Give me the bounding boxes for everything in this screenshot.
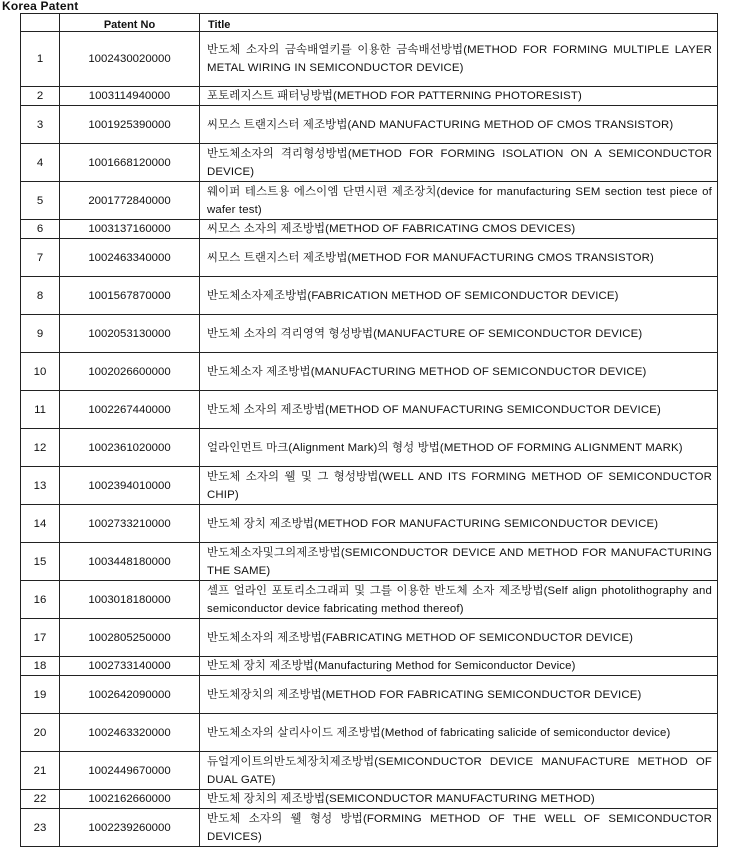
document-heading: Korea Patent [2,0,79,13]
table-row [21,106,718,144]
table-row [21,239,718,277]
row-number: 6 [21,220,60,239]
table-row [21,182,718,220]
table-row [21,505,718,543]
patent-number: 1003018180000 [60,581,200,619]
patent-title: 씨모스 소자의 제조방법(METHOD OF FABRICATING CMOS DEVICES) [200,220,718,239]
row-number: 8 [21,277,60,315]
patent-title: 반도체 장치의 제조방법(SEMICONDUCTOR MANUFACTURING METHOD) [200,790,718,809]
patent-number: 1002267440000 [60,391,200,429]
patent-number: 1001925390000 [60,106,200,144]
header-patent-no: Patent No [60,14,200,32]
patent-number: 1003448180000 [60,543,200,581]
patent-number: 1002733210000 [60,505,200,543]
patent-title: 반도체 장치 제조방법(METHOD FOR MANUFACTURING SEMICONDUCTOR DEVICE) [200,505,718,543]
row-number: 22 [21,790,60,809]
row-number: 16 [21,581,60,619]
row-number: 18 [21,657,60,676]
table-row [21,752,718,790]
patent-number: 1002162660000 [60,790,200,809]
patent-number: 1002805250000 [60,619,200,657]
table-row [21,220,718,239]
patent-table [20,13,718,847]
patent-number: 1002463340000 [60,239,200,277]
table-row [21,714,718,752]
row-number: 7 [21,239,60,277]
patent-number: 1002026600000 [60,353,200,391]
patent-title: 웨이퍼 테스트용 에스이엠 단면시편 제조장치(device for manufacturing SEM section test piece of wafer test) [200,182,718,220]
row-number: 11 [21,391,60,429]
patent-title: 반도체 소자의 웰 형성 방법(FORMING METHOD OF THE WELL OF SEMICONDUCTOR DEVICES) [200,809,718,847]
table-row [21,315,718,353]
table-header-row [21,14,718,32]
table-row [21,676,718,714]
table-row [21,809,718,847]
row-number: 4 [21,144,60,182]
table-row [21,391,718,429]
patent-number: 1001668120000 [60,144,200,182]
patent-number: 1001567870000 [60,277,200,315]
table-row [21,657,718,676]
patent-title: 씨모스 트랜지스터 제조방법(METHOD FOR MANUFACTURING CMOS TRANSISTOR) [200,239,718,277]
header-title: Title [200,14,718,32]
row-number: 1 [21,32,60,87]
table-row [21,353,718,391]
patent-title: 씨모스 트랜지스터 제조방법(AND MANUFACTURING METHOD OF CMOS TRANSISTOR) [200,106,718,144]
patent-title: 셀프 얼라인 포토리소그래피 및 그를 이용한 반도체 소자 제조방법(Self align photolithography and semiconductor device fabricating method thereof) [200,581,718,619]
row-number: 5 [21,182,60,220]
table-row [21,581,718,619]
patent-number: 1002053130000 [60,315,200,353]
patent-title: 반도체소자제조방법(FABRICATION METHOD OF SEMICONDUCTOR DEVICE) [200,277,718,315]
patent-number: 1002430020000 [60,32,200,87]
patent-number: 1002239260000 [60,809,200,847]
row-number: 17 [21,619,60,657]
patent-number: 1002733140000 [60,657,200,676]
patent-title: 반도체소자 제조방법(MANUFACTURING METHOD OF SEMICONDUCTOR DEVICE) [200,353,718,391]
row-number: 21 [21,752,60,790]
patent-title: 반도체 소자의 웰 및 그 형성방법(WELL AND ITS FORMING METHOD OF SEMICONDUCTOR CHIP) [200,467,718,505]
patent-title: 얼라인먼트 마크(Alignment Mark)의 형성 방법(METHOD OF FORMING ALIGNMENT MARK) [200,429,718,467]
patent-title: 반도체소자의 격리형성방법(METHOD FOR FORMING ISOLATION ON A SEMICONDUCTOR DEVICE) [200,144,718,182]
row-number: 2 [21,87,60,106]
patent-title: 반도체 소자의 격리영역 형성방법(MANUFACTURE OF SEMICONDUCTOR DEVICE) [200,315,718,353]
row-number: 14 [21,505,60,543]
table-row [21,144,718,182]
patent-number: 1002642090000 [60,676,200,714]
row-number: 10 [21,353,60,391]
patent-number: 2001772840000 [60,182,200,220]
table-row [21,619,718,657]
patent-title: 반도체장치의 제조방법(METHOD FOR FABRICATING SEMICONDUCTOR DEVICE) [200,676,718,714]
table-row [21,87,718,106]
patent-title: 포토레지스트 패터닝방법(METHOD FOR PATTERNING PHOTORESIST) [200,87,718,106]
table-row [21,790,718,809]
patent-title: 반도체 소자의 제조방법(METHOD OF MANUFACTURING SEMICONDUCTOR DEVICE) [200,391,718,429]
patent-title: 반도체 소자의 금속배열키를 이용한 금속배선방법(METHOD FOR FORMING MULTIPLE LAYER METAL WIRING IN SEMICONDUCTOR DEVICE) [200,32,718,87]
row-number: 9 [21,315,60,353]
row-number: 20 [21,714,60,752]
row-number: 13 [21,467,60,505]
table-row [21,543,718,581]
row-number: 19 [21,676,60,714]
patent-number: 1003137160000 [60,220,200,239]
row-number: 3 [21,106,60,144]
patent-number: 1002449670000 [60,752,200,790]
row-number: 23 [21,809,60,847]
table-row [21,277,718,315]
patent-number: 1002463320000 [60,714,200,752]
row-number: 15 [21,543,60,581]
patent-number: 1002394010000 [60,467,200,505]
patent-number: 1002361020000 [60,429,200,467]
patent-title: 반도체소자및그의제조방법(SEMICONDUCTOR DEVICE AND METHOD FOR MANUFACTURING THE SAME) [200,543,718,581]
patent-title: 반도체소자의 살리사이드 제조방법(Method of fabricating salicide of semiconductor device) [200,714,718,752]
patent-title: 반도체소자의 제조방법(FABRICATING METHOD OF SEMICONDUCTOR DEVICE) [200,619,718,657]
table-row [21,429,718,467]
table-row [21,32,718,87]
patent-title: 듀얼게이트의반도체장치제조방법(SEMICONDUCTOR DEVICE MANUFACTURE METHOD OF DUAL GATE) [200,752,718,790]
patent-number: 1003114940000 [60,87,200,106]
row-number: 12 [21,429,60,467]
table-row [21,467,718,505]
patent-title: 반도체 장치 제조방법(Manufacturing Method for Semiconductor Device) [200,657,718,676]
header-number [21,14,60,32]
